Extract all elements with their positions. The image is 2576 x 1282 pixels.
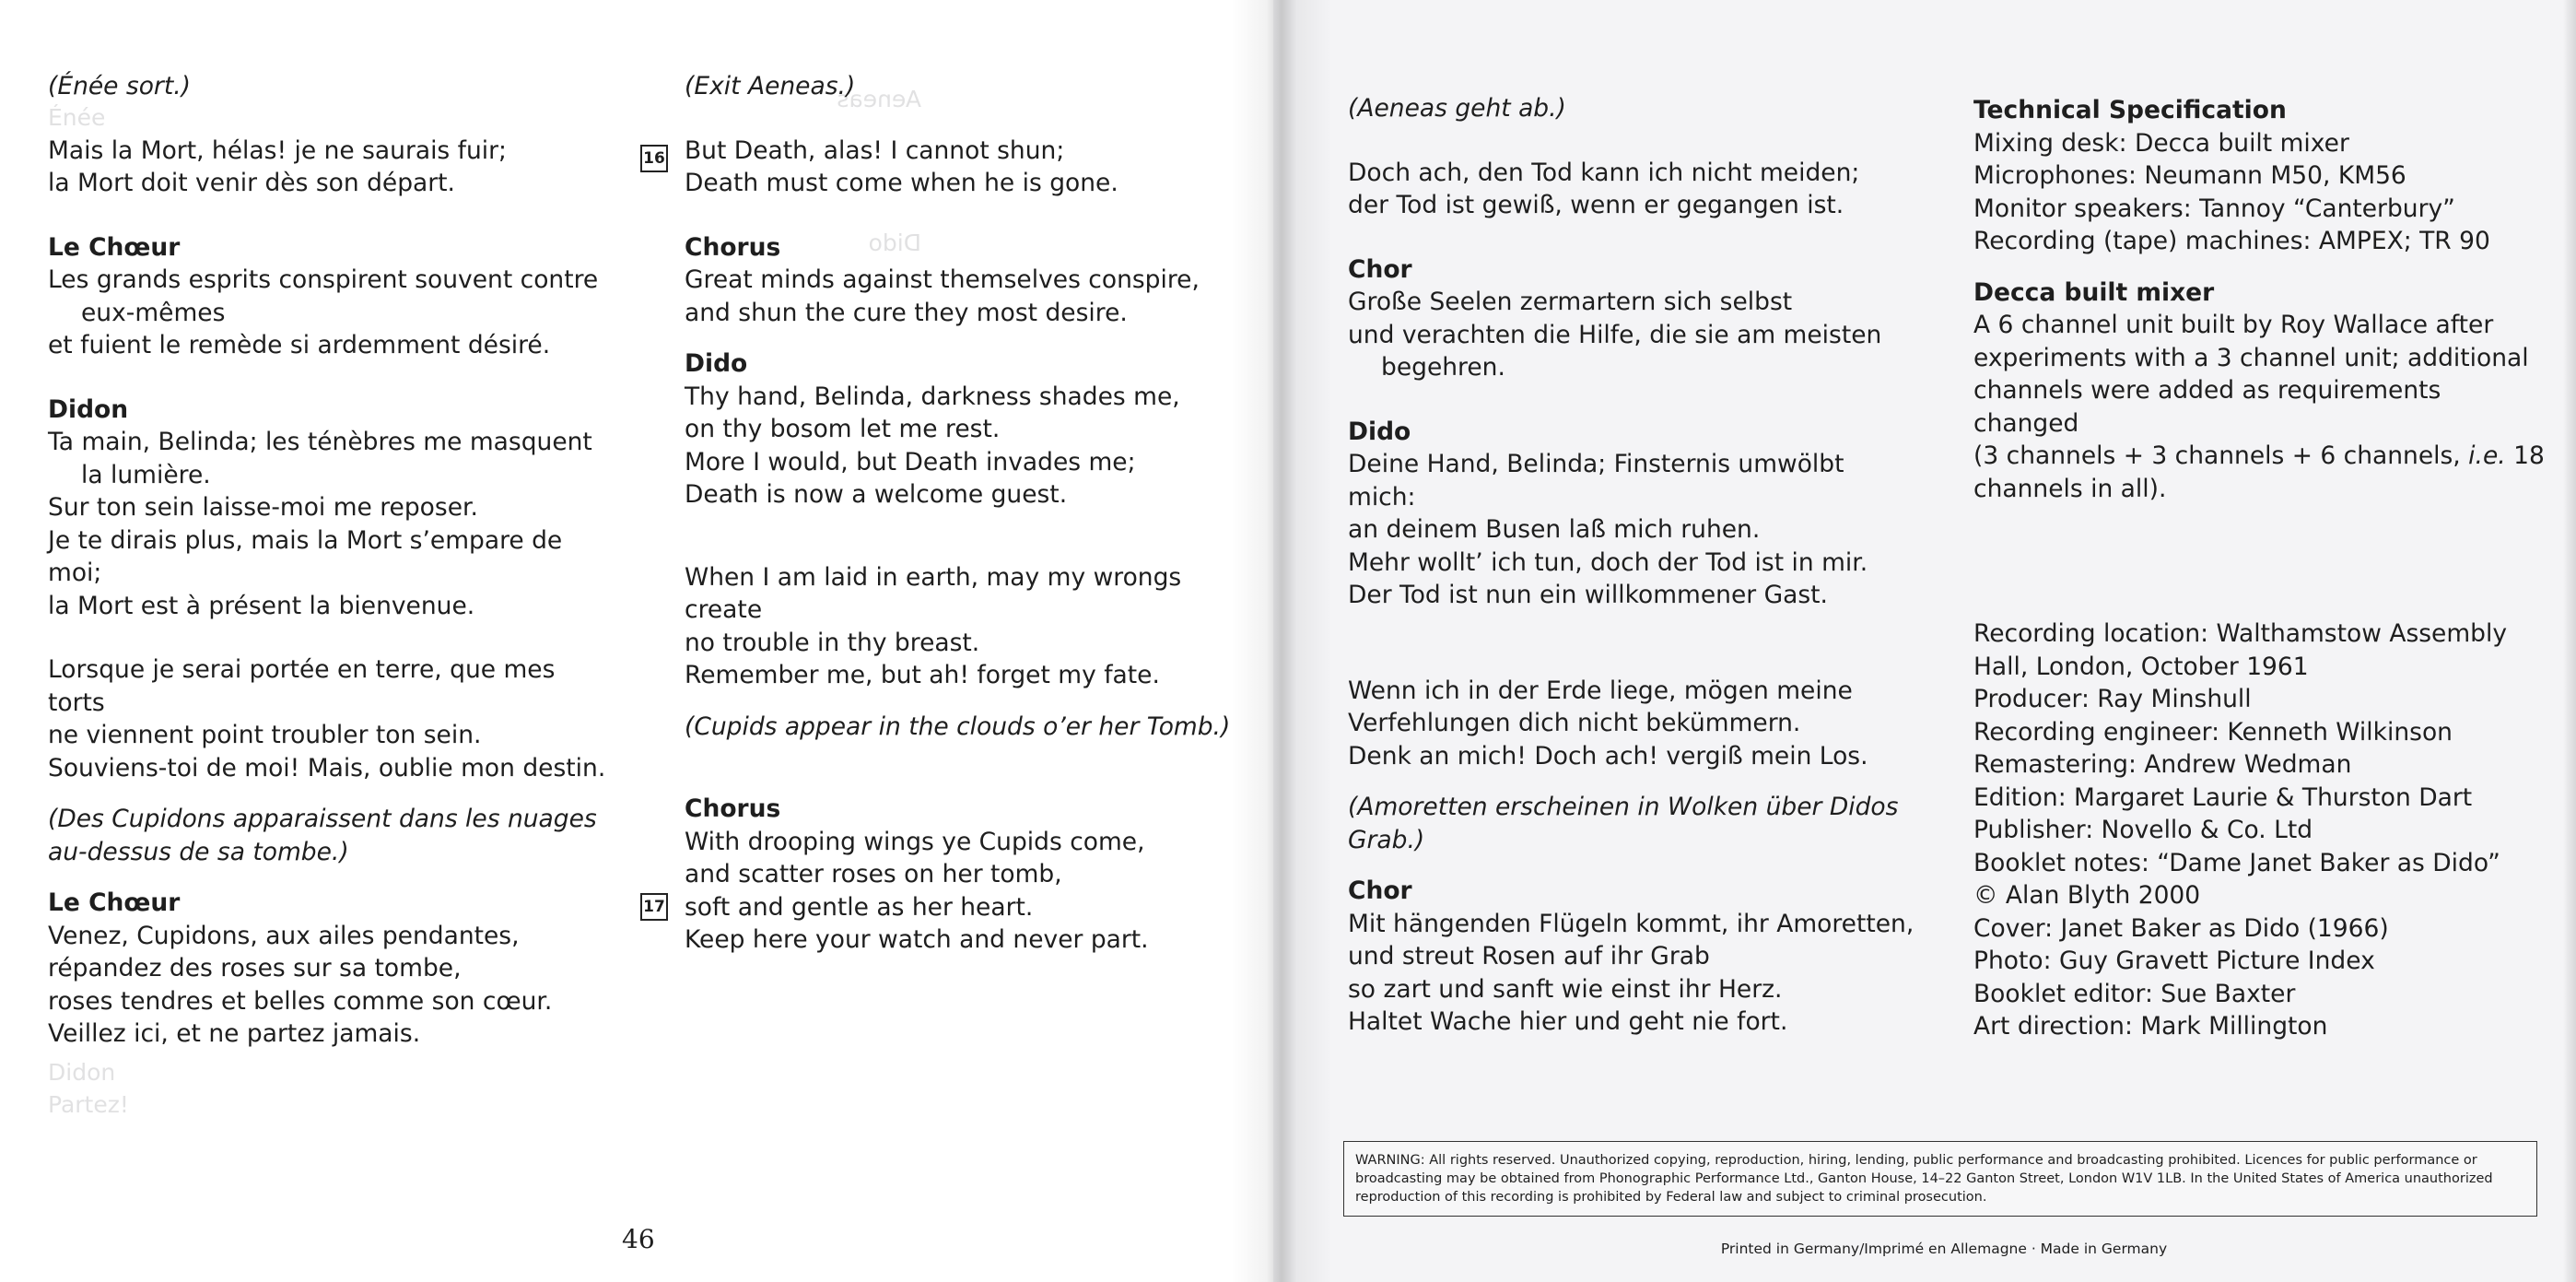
libretto-line: roses tendres et belles comme son cœur.: [48, 986, 553, 1016]
book-gutter: [1231, 0, 1332, 1282]
role-heading: Dido: [685, 349, 748, 378]
left-page: [0, 0, 1273, 1282]
credit-line: Remastering: Andrew Wedman: [1973, 750, 2352, 779]
printed-in-note: Printed in Germany/Imprimé en Allemagne · Made in Germany: [1720, 1241, 2168, 1257]
role-heading: Chorus: [685, 232, 781, 262]
spec-line: A 6 channel unit built by Roy Wallace after: [1973, 311, 2494, 339]
libretto-line: et fuient le remède si ardemment désiré.: [48, 331, 551, 359]
showthrough-line: Dido: [868, 229, 921, 256]
spec-line: Recording (tape) machines: AMPEX; TR 90: [1973, 227, 2490, 255]
libretto-line: Doch ach, den Tod kann ich nicht meiden;: [1348, 158, 1860, 187]
credits-list: [1973, 617, 2545, 1043]
page-number: 46: [622, 1224, 655, 1254]
libretto-line: When I am laid in earth, may my wrongs create: [685, 562, 1182, 624]
libretto-line: Death must come when he is gone.: [685, 169, 1118, 197]
libretto-line: Les grands esprits conspirent souvent contre: [48, 265, 599, 294]
role-heading: Didon: [48, 394, 129, 424]
libretto-line: But Death, alas! I cannot shun;: [685, 135, 1065, 165]
role-heading: Dido: [1348, 417, 1411, 446]
spec-line: channels were added as requirements changed: [1973, 376, 2441, 438]
libretto-line: der Tod ist gewiß, wenn er gegangen ist.: [1348, 191, 1844, 219]
role-heading: Le Chœur: [48, 888, 181, 917]
credit-line: Publisher: Novello & Co. Ltd: [1973, 816, 2313, 844]
credit-line: Booklet editor: Sue Baxter: [1973, 979, 2296, 1008]
stage-direction: (Exit Aeneas.): [685, 72, 856, 100]
section-heading: Technical Specification: [1973, 96, 2287, 124]
libretto-line: More I would, but Death invades me;: [685, 447, 1136, 476]
libretto-line: Ta main, Belinda; les ténèbres me masquent: [48, 428, 592, 456]
showthrough-line: Didon: [48, 1058, 116, 1086]
role-heading: Chor: [1348, 254, 1412, 284]
libretto-line: répandez des roses sur sa tombe,: [48, 954, 462, 982]
libretto-line: Sur ton sein laisse-moi me reposer.: [48, 493, 478, 522]
libretto-line: Verfehlungen dich nicht bekümmern.: [1348, 709, 1801, 737]
stage-direction: (Des Cupidons apparaissent dans les nuages: [48, 805, 597, 833]
libretto-line: Great minds against themselves conspire,: [685, 265, 1200, 294]
credit-line: Hall, London, October 1961: [1973, 652, 2309, 681]
credit-line: Cover: Janet Baker as Dido (1966): [1973, 913, 2389, 943]
right-page: [1273, 0, 2576, 1282]
libretto-line: la Mort est à présent la bienvenue.: [48, 591, 475, 620]
spec-line: experiments with a 3 channel unit; additional: [1973, 343, 2529, 372]
libretto-line: ne viennent point troubler ton sein.: [48, 721, 482, 749]
technical-specification: [1973, 94, 2545, 505]
credit-line: Recording engineer: Kenneth Wilkinson: [1973, 717, 2453, 747]
libretto-line: soft and gentle as her heart.: [685, 892, 1034, 922]
role-heading: Le Chœur: [48, 232, 181, 262]
libretto-line: Thy hand, Belinda, darkness shades me,: [685, 382, 1180, 411]
libretto-line: Mit hängenden Flügeln kommt, ihr Amoretten,: [1348, 909, 1914, 938]
libretto-line: Mehr wollt’ ich tun, doch der Tod ist in mir.: [1348, 547, 1868, 577]
libretto-line: Mais la Mort, hélas! je ne saurais fuir;: [48, 135, 507, 165]
libretto-line: Souviens-toi de moi! Mais, oublie mon destin.: [48, 753, 606, 782]
libretto-line: an deinem Busen laß mich ruhen.: [1348, 515, 1761, 544]
libretto-line: Der Tod ist nun ein willkommener Gast.: [1348, 581, 1828, 609]
track-number-box: 16: [640, 145, 668, 172]
libretto-line: begehren.: [1381, 353, 1505, 382]
libretto-line: and shun the cure they most desire.: [685, 298, 1128, 327]
credit-line: Producer: Ray Minshull: [1973, 685, 2252, 713]
stage-direction: (Aeneas geht ab.): [1348, 94, 1566, 123]
credit-line: Edition: Margaret Laurie & Thurston Dart: [1973, 782, 2473, 812]
stage-direction: Grab.): [1348, 825, 1425, 854]
libretto-line: With drooping wings ye Cupids come,: [685, 827, 1145, 856]
role-heading: Chor: [1348, 876, 1412, 905]
spec-text: (3 channels + 3 channels + 6 channels,: [1973, 441, 2469, 470]
spec-text-italic: i.e.: [2468, 441, 2506, 470]
showthrough-line: Aeneas: [837, 86, 921, 112]
libretto-line: Remember me, but ah! forget my fate.: [685, 661, 1160, 689]
libretto-line: Lorsque je serai portée en terre, que mes torts: [48, 655, 556, 717]
stage-direction: (Amoretten erscheinen in Wolken über Didos: [1348, 793, 1899, 821]
track-number-box: 17: [640, 893, 668, 921]
spec-text: 18: [2505, 441, 2545, 470]
libretto-line: la lumière.: [81, 460, 211, 489]
libretto-line: Je te dirais plus, mais la Mort s’empare de moi;: [48, 525, 563, 587]
section-heading: Decca built mixer: [1973, 277, 2215, 307]
libretto-line: la Mort doit venir dès son départ.: [48, 169, 455, 197]
credit-line: Booklet notes: “Dame Janet Baker as Dido”: [1973, 848, 2500, 877]
stage-direction: au-dessus de sa tombe.): [48, 837, 349, 866]
libretto-line: Denk an mich! Doch ach! vergiß mein Los.: [1348, 741, 1868, 770]
credit-line: Art direction: Mark Millington: [1973, 1012, 2328, 1041]
showthrough-line: Partez!: [48, 1091, 129, 1118]
french-libretto-column: [48, 70, 619, 1051]
libretto-line: Haltet Wache hier und geht nie fort.: [1348, 1007, 1788, 1036]
spec-line: Monitor speakers: Tannoy “Canterbury”: [1973, 194, 2455, 223]
page-edge-shadow: [2563, 0, 2576, 1282]
credit-line: © Alan Blyth 2000: [1973, 881, 2201, 910]
libretto-line: Große Seelen zermartern sich selbst: [1348, 288, 1793, 316]
credit-line: Photo: Guy Gravett Picture Index: [1973, 947, 2375, 975]
libretto-line: Wenn ich in der Erde liege, mögen meine: [1348, 676, 1853, 705]
libretto-line: Venez, Cupidons, aux ailes pendantes,: [48, 921, 520, 950]
spec-line: Mixing desk: Decca built mixer: [1973, 128, 2349, 158]
libretto-line: Deine Hand, Belinda; Finsternis umwölbt mich:: [1348, 450, 1844, 512]
role-heading: Chorus: [685, 794, 781, 823]
showthrough-line: Énée: [48, 104, 106, 131]
english-libretto-column: [685, 70, 1256, 957]
stage-direction: (Cupids appear in the clouds o’er her Tomb.): [685, 712, 1231, 741]
libretto-line: Keep here your watch and never part.: [685, 925, 1149, 954]
copyright-warning-box: WARNING: All rights reserved. Unauthorized copying, reproduction, hiring, lending, public performance and broadcasting prohibited. Licences for public performance or broadcasting may be obtained from Phonographic Performance Ltd., Ganton House, 14–22 Ganton Street, London W1V 1LB. In the United States of America unauthorized reproduction of this recording is prohibited by Federal law and subject to criminal prosecution.: [1343, 1141, 2537, 1217]
stage-direction: (Énée sort.): [48, 72, 191, 100]
libretto-line: and scatter roses on her tomb,: [685, 860, 1062, 888]
libretto-line: on thy bosom let me rest.: [685, 415, 1001, 443]
libretto-line: no trouble in thy breast.: [685, 628, 980, 657]
spec-line: [1973, 440, 2545, 473]
libretto-line: und verachten die Hilfe, die sie am meisten: [1348, 320, 1882, 349]
libretto-line: Death is now a welcome guest.: [685, 480, 1068, 509]
libretto-line: Veillez ici, et ne partez jamais.: [48, 1019, 421, 1048]
spec-line: channels in all).: [1973, 474, 2167, 503]
libretto-line: so zart und sanft wie einst ihr Herz.: [1348, 974, 1783, 1004]
libretto-line: und streut Rosen auf ihr Grab: [1348, 942, 1710, 970]
german-libretto-column: [1348, 92, 1919, 1039]
spec-line: Microphones: Neumann M50, KM56: [1973, 161, 2406, 190]
credit-line: Recording location: Walthamstow Assembly: [1973, 619, 2508, 648]
libretto-line: eux-mêmes: [81, 298, 226, 327]
